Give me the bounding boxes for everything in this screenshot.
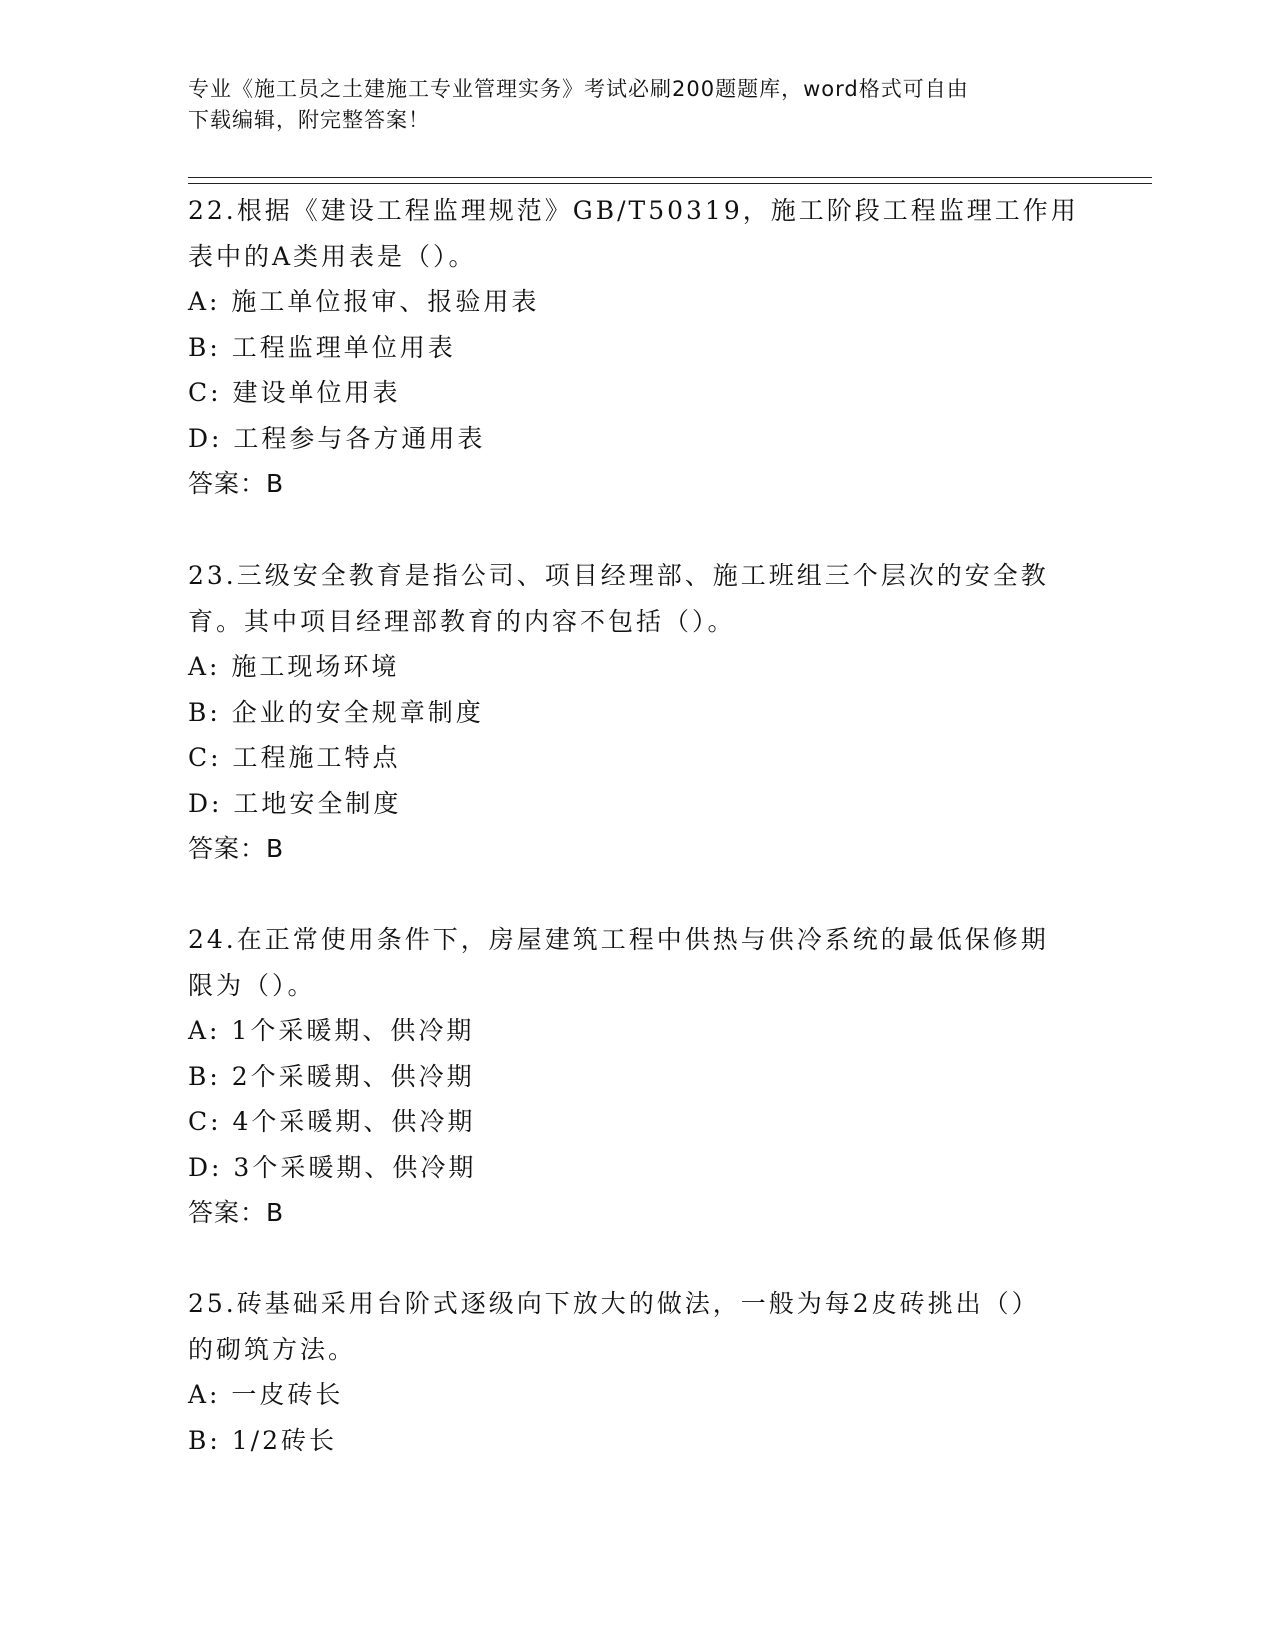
question-22 <box>188 188 1088 507</box>
question-stem-line: 限为（）。 <box>188 970 316 1000</box>
header-divider-top <box>188 177 1152 178</box>
option-a: A: 1个采暖期、供冷期 <box>188 1016 475 1045</box>
option-a: A: 一皮砖长 <box>188 1380 344 1409</box>
option-a: A: 施工现场环境 <box>188 652 400 681</box>
document-header <box>188 74 1068 136</box>
option-a: A: 施工单位报审、报验用表 <box>188 287 540 316</box>
answer: 答案：B <box>188 834 285 863</box>
question-stem-line: 育。其中项目经理部教育的内容不包括（）。 <box>188 606 736 636</box>
header-divider-bottom <box>188 183 1152 184</box>
option-d: D: 工地安全制度 <box>188 788 402 818</box>
question-stem-line: 22.根据《建设工程监理规范》GB/T50319，施工阶段工程监理工作用 <box>188 196 1079 225</box>
answer: 答案：B <box>188 1198 285 1227</box>
option-b: B: 工程监理单位用表 <box>188 332 456 362</box>
question-25 <box>188 1281 1088 1463</box>
question-stem-line: 的砌筑方法。 <box>188 1334 357 1364</box>
option-c: C: 建设单位用表 <box>188 378 401 407</box>
option-d: D: 3个采暖期、供冷期 <box>188 1152 477 1182</box>
option-d: D: 工程参与各方通用表 <box>188 423 486 453</box>
question-stem-line: 24.在正常使用条件下，房屋建筑工程中供热与供冷系统的最低保修期 <box>188 925 1049 954</box>
option-b: B: 2个采暖期、供冷期 <box>188 1061 475 1091</box>
question-stem-line: 23.三级安全教育是指公司、项目经理部、施工班组三个层次的安全教 <box>188 561 1049 590</box>
option-b: B: 企业的安全规章制度 <box>188 697 484 727</box>
question-23 <box>188 553 1088 872</box>
option-b: B: 1/2砖长 <box>188 1425 337 1455</box>
header-line-1: 专业《施工员之土建施工专业管理实务》考试必刷200题题库，word格式可自由 <box>188 77 969 101</box>
question-stem-line: 25.砖基础采用台阶式逐级向下放大的做法，一般为每2皮砖挑出（） <box>188 1289 1040 1318</box>
option-c: C: 4个采暖期、供冷期 <box>188 1107 476 1136</box>
option-c: C: 工程施工特点 <box>188 743 401 772</box>
question-stem-line: 表中的A类用表是（）。 <box>188 241 477 271</box>
answer: 答案：B <box>188 469 285 498</box>
question-24 <box>188 917 1088 1236</box>
header-line-2: 下载编辑，附完整答案！ <box>188 108 430 132</box>
